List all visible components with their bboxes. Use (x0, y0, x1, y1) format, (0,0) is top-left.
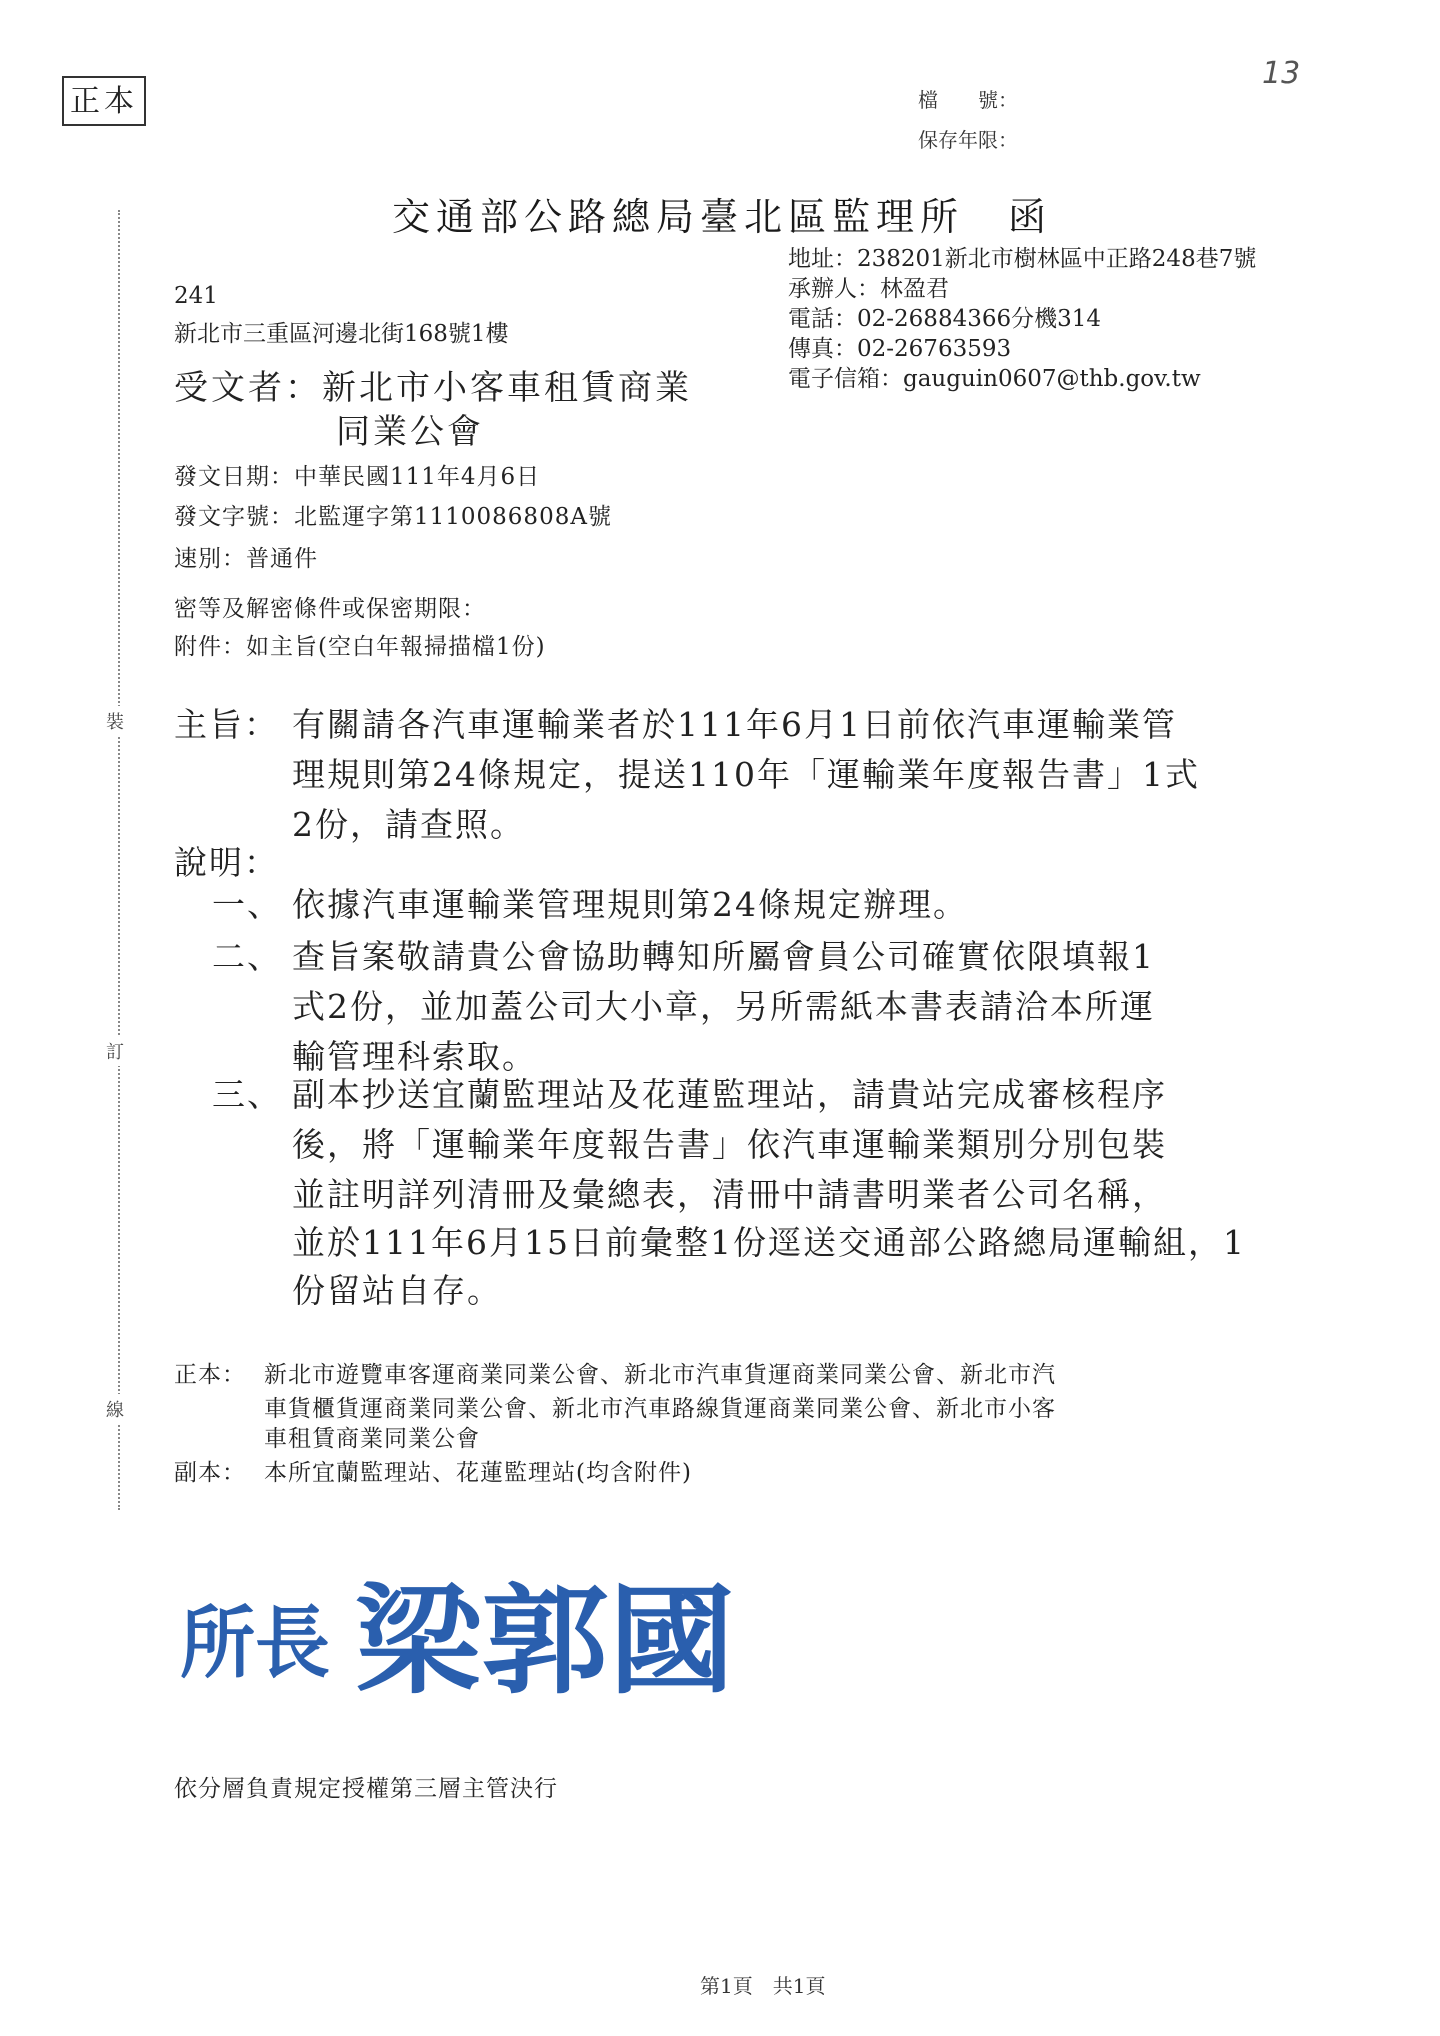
sender-email: 電子信箱：gauguin0607@thb.gov.tw (788, 366, 1201, 392)
subject-label: 主旨： (174, 705, 279, 744)
recipient-address: 新北市三重區河邊北街168號1樓 (174, 321, 509, 347)
subject-line: 有關請各汽車運輸業者於111年6月1日前依汽車運輸業管 (292, 705, 1177, 744)
explanation-item-line: 後，將「運輸業年度報告書」依汽車運輸業類別分別包裝 (292, 1125, 1167, 1164)
sender-fax: 傳真：02-26763593 (788, 336, 1012, 362)
explanation-item-line: 輸管理科索取。 (292, 1037, 537, 1076)
copy-recipients-label: 副本： (174, 1460, 246, 1486)
binding-mark-ding: 訂 (106, 1036, 124, 1066)
explanation-item-line: 並於111年6月15日前彙整1份逕送交通部公路總局運輸組，1 (292, 1223, 1246, 1262)
sender-phone: 電話：02-26884366分機314 (788, 306, 1102, 332)
explanation-item-line: 份留站自存。 (292, 1271, 502, 1310)
explanation-item-line: 式2份，並加蓋公司大小章，另所需紙本書表請洽本所運 (292, 987, 1155, 1026)
confidentiality: 密等及解密條件或保密期限： (174, 596, 486, 622)
issue-date: 發文日期：中華民國111年4月6日 (174, 464, 541, 490)
recipient-zip: 241 (174, 283, 218, 309)
recipient-name-continued: 同業公會 (336, 412, 484, 452)
explanation-item-number: 二、 (212, 937, 282, 976)
original-recipients-line: 車租賃商業同業公會 (264, 1426, 480, 1452)
svg-text:所長: 所長 (180, 1598, 330, 1689)
explanation-item-line: 副本抄送宜蘭監理站及花蓮監理站，請貴站完成審核程序 (292, 1075, 1167, 1114)
delegation-note: 依分層負責規定授權第三層主管決行 (174, 1776, 558, 1802)
recipient-name: 受文者：新北市小客車租賃商業 (174, 368, 692, 408)
sender-handler: 承辦人：林盈君 (788, 276, 949, 302)
explanation-item-number: 三、 (212, 1075, 282, 1114)
copy-recipients-line: 本所宜蘭監理站、花蓮監理站(均含附件) (264, 1460, 692, 1486)
explanation-item-number: 一、 (212, 885, 282, 924)
page-footer: 第1頁 共1頁 (700, 1974, 826, 1998)
handwritten-page-number: 13 (1262, 56, 1301, 91)
explanation-item-line: 並註明詳列清冊及彙總表，清冊中請書明業者公司名稱， (292, 1175, 1167, 1214)
subject-line: 理規則第24條規定，提送110年「運輸業年度報告書」1式 (292, 755, 1200, 794)
file-number-label: 檔 號： (918, 88, 1018, 112)
document-title: 交通部公路總局臺北區監理所 函 (392, 195, 1053, 239)
director-signature-stamp (180, 1560, 740, 1710)
issue-number: 發文字號：北監運字第1110086808A號 (174, 504, 612, 530)
sender-address: 地址：238201新北市樹林區中正路248巷7號 (788, 246, 1257, 272)
subject-line: 2份，請查照。 (292, 805, 525, 844)
explanation-label: 說明： (174, 843, 279, 882)
speed-class: 速別：普通件 (174, 546, 318, 572)
original-recipients-label: 正本： (174, 1362, 246, 1388)
explanation-item-line: 查旨案敬請貴公會協助轉知所屬會員公司確實依限填報1 (292, 937, 1155, 976)
explanation-item-line: 依據汽車運輸業管理規則第24條規定辦理。 (292, 885, 968, 924)
sender-info (788, 244, 1256, 394)
binding-mark-zhuang: 裝 (106, 706, 124, 736)
original-recipients-line: 車貨櫃貨運商業同業公會、新北市汽車路線貨運商業同業公會、新北市小客 (264, 1396, 1056, 1422)
svg-text:梁郭國: 梁郭國 (355, 1571, 735, 1710)
original-copy-stamp: 正本 (62, 76, 146, 126)
original-recipients-line: 新北市遊覽車客運商業同業公會、新北市汽車貨運商業同業公會、新北市汽 (264, 1362, 1056, 1388)
binding-line (118, 210, 120, 1510)
attachment: 附件：如主旨(空白年報掃描檔1份) (174, 634, 546, 660)
binding-mark-xian: 線 (106, 1394, 124, 1424)
retention-period-label: 保存年限： (918, 128, 1018, 152)
